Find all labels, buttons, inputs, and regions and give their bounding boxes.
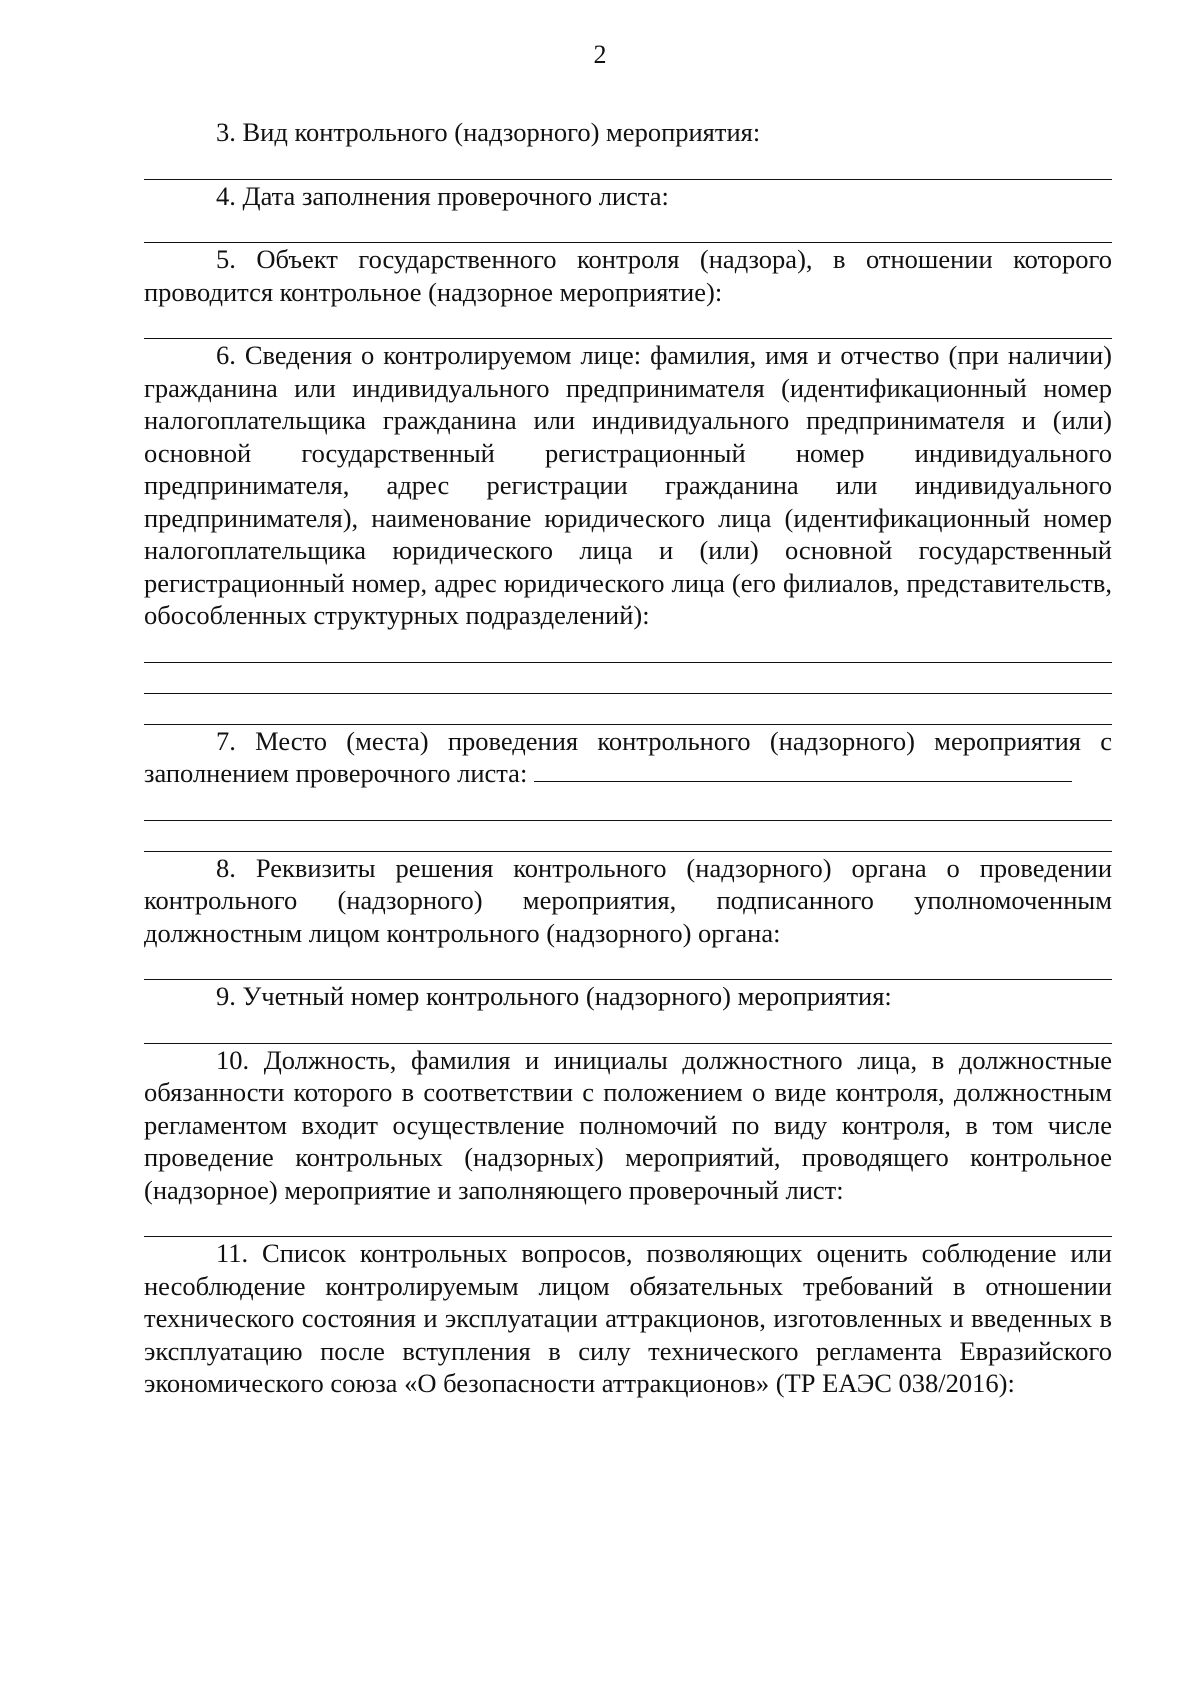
item-7-text: 7. Место (места) проведения контрольного (надзорного) мероприятия с заполнением проверочного листа:	[144, 725, 1112, 788]
item-5-control-object: 5. Объект государственного контроля (надзора), в отношении которого проводится контрольное (надзорное мероприятие):	[144, 244, 1112, 307]
form-content	[144, 116, 1112, 1400]
item-6-controlled-person: 6. Сведения о контролируемом лице: фамилия, имя и отчество (при наличии) гражданина или индивидуального предпринимателя (идентификационный номер налогоплательщика гражданина или индивидуального предпринимателя и (или) основной государственный регистрационный номер индивидуального предпринимателя, адрес регистрации гражданина или индивидуального предпринимателя), наименование юридического лица (идентификационный номер налогоплательщика юридического лица и (или) основной государственный регистрационный номер, адрес юридического лица (его филиалов, представительств, обособленных структурных подразделений):	[144, 340, 1112, 630]
page-number: 2	[593, 40, 607, 69]
item-7-event-place	[144, 725, 1112, 790]
fill-line-7a[interactable]	[144, 820, 1112, 821]
item-4-fill-date: 4. Дата заполнения проверочного листа:	[216, 180, 669, 211]
item-8-decision-details: 8. Реквизиты решения контрольного (надзорного) органа о проведении контрольного (надзорного) мероприятия, подписанного уполномоченным должностным лицом контрольного (надзорного) органа:	[144, 852, 1112, 948]
fill-line-6b[interactable]	[144, 693, 1112, 694]
fill-line-7-inline[interactable]	[534, 759, 1072, 782]
item-9-registration-number: 9. Учетный номер контрольного (надзорного) мероприятия:	[216, 981, 892, 1011]
item-11-question-list: 11. Список контрольных вопросов, позволяющих оценить соблюдение или несоблюдение контролируемым лицом обязательных требований в отношении технического состояния и эксплуатации аттракционов, изготовленных и введенных в эксплуатацию после вступления в силу технического регламента Евразийского экономического союза «О безопасности аттракционов» (ТР ЕАЭС 038/2016):	[144, 1238, 1112, 1398]
item-3-control-event-type: 3. Вид контрольного (надзорного) мероприятия:	[216, 117, 761, 147]
item-10-official-position: 10. Должность, фамилия и инициалы должностного лица, в должностные обязанности которого в соответствии с положением о виде контроля, должностным регламентом входит осуществление полномочий по виду контроля, в том числе проведение контрольных (надзорных) мероприятий, проводящего контрольное (надзорное) мероприятие и заполняющего проверочный лист:	[144, 1044, 1112, 1205]
fill-line-6a[interactable]	[144, 662, 1112, 663]
